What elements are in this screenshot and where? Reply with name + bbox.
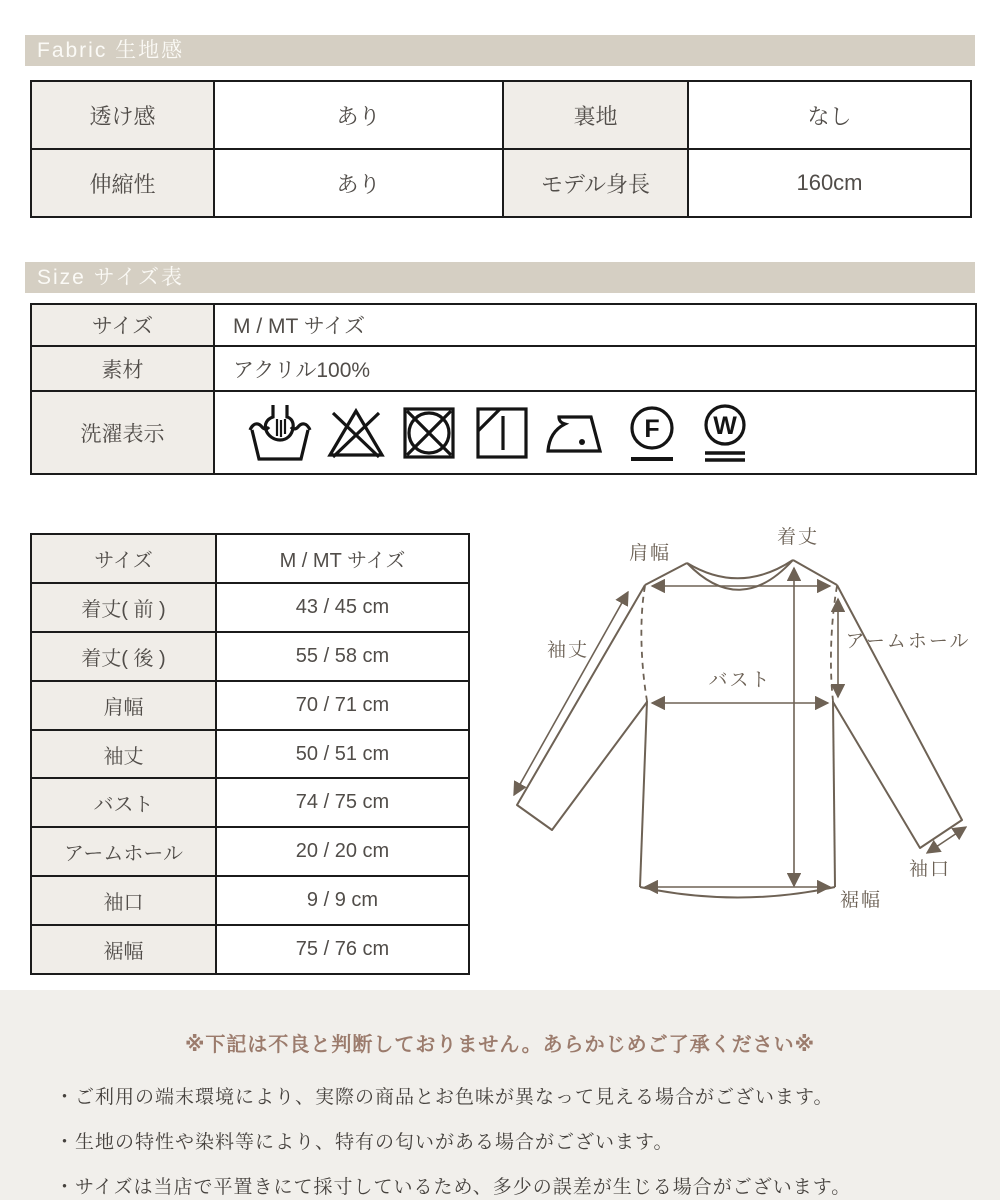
diagram-label-sleeve: 袖丈 [546, 640, 590, 661]
measurement-table [30, 533, 470, 975]
note-item: ・ご利用の端末環境により、実際の商品とお色味が異なって見える場合がございます。 [55, 1087, 834, 1108]
measure-label-bust: バスト [31, 778, 216, 827]
size-row [31, 304, 976, 346]
fabric-table [30, 80, 972, 218]
fabric-label-stretch: 伸縮性 [31, 149, 214, 217]
care-symbols [233, 403, 974, 463]
fabric-label-lining: 裏地 [503, 81, 688, 149]
measure-label-length-front: 着丈( 前 ) [31, 583, 216, 632]
measure-label-shoulder: 肩幅 [31, 681, 216, 730]
care-label: 洗濯表示 [31, 391, 214, 474]
size-info-table [30, 303, 977, 475]
measure-value-bust: 74 / 75 cm [216, 778, 469, 827]
care-row [31, 391, 976, 474]
fabric-value-model-height: 160cm [688, 149, 971, 217]
measure-value-armhole: 20 / 20 cm [216, 827, 469, 876]
iron-low-heat-icon [545, 404, 609, 462]
fabric-row [31, 81, 971, 149]
size-label-size: サイズ [31, 304, 214, 346]
measure-row [31, 730, 469, 779]
diagram-label-hem: 裾幅 [839, 890, 883, 911]
size-value-material: アクリル100% [214, 346, 976, 391]
fabric-row [31, 149, 971, 217]
notes-title: ※下記は不良と判断しておりません。あらかじめご了承ください※ [184, 1034, 816, 1056]
measure-row [31, 778, 469, 827]
measure-row [31, 534, 469, 583]
do-not-tumble-dry-icon [399, 403, 459, 463]
measure-value-size: M / MT サイズ [216, 534, 469, 583]
size-value-size: M / MT サイズ [214, 304, 976, 346]
measure-label-size: サイズ [31, 534, 216, 583]
notes-section [0, 990, 1000, 1200]
diagram-label-cuff: 袖口 [908, 859, 952, 880]
size-section-header: Size サイズ表 [25, 262, 975, 293]
measure-row [31, 681, 469, 730]
fabric-section-header: Fabric 生地感 [25, 35, 975, 66]
measure-value-length-back: 55 / 58 cm [216, 632, 469, 681]
diagram-label-armhole: アームホール [845, 631, 971, 652]
notes-list [0, 1075, 1000, 1200]
measure-label-armhole: アームホール [31, 827, 216, 876]
hang-dry-in-shade-icon [472, 403, 532, 463]
measure-value-cuff: 9 / 9 cm [216, 876, 469, 925]
fabric-label-sheerness: 透け感 [31, 81, 214, 149]
note-item: ・サイズは当店で平置きにて採寸しているため、多少の誤差が生じる場合がございます。 [55, 1177, 852, 1198]
measure-label-cuff: 袖口 [31, 876, 216, 925]
fabric-value-sheerness: あり [214, 81, 503, 149]
measure-row [31, 827, 469, 876]
fabric-label-model-height: モデル身長 [503, 149, 688, 217]
measure-label-sleeve: 袖丈 [31, 730, 216, 779]
fabric-value-stretch: あり [214, 149, 503, 217]
wet-cleaning-letter: W [713, 411, 737, 440]
diagram-label-bust: バスト [708, 670, 772, 691]
hand-wash-icon [247, 403, 313, 463]
material-row [31, 346, 976, 391]
measure-value-hem: 75 / 76 cm [216, 925, 469, 974]
do-not-bleach-icon [326, 403, 386, 463]
measure-row [31, 876, 469, 925]
measure-row [31, 583, 469, 632]
dry-cleaning-letter: F [644, 414, 660, 443]
measurement-arrows [514, 568, 966, 887]
measure-value-shoulder: 70 / 71 cm [216, 681, 469, 730]
wet-cleaning-very-gentle-icon [695, 403, 755, 463]
sleeve-length-arrow [514, 592, 628, 795]
size-label-material: 素材 [31, 346, 214, 391]
dry-cleaning-petroleum-gentle-icon [622, 403, 682, 463]
fabric-value-lining: なし [688, 81, 971, 149]
diagram-label-shoulder: 肩幅 [628, 543, 672, 564]
garment-measurement-diagram [480, 515, 1000, 965]
diagram-label-length: 着丈 [776, 527, 820, 548]
measure-value-sleeve: 50 / 51 cm [216, 730, 469, 779]
note-item: ・生地の特性や染料等により、特有の匂いがある場合がございます。 [55, 1132, 674, 1153]
measure-row [31, 632, 469, 681]
measure-label-hem: 裾幅 [31, 925, 216, 974]
measure-value-length-front: 43 / 45 cm [216, 583, 469, 632]
garment-outline [517, 560, 962, 898]
measure-row [31, 925, 469, 974]
measure-label-length-back: 着丈( 後 ) [31, 632, 216, 681]
